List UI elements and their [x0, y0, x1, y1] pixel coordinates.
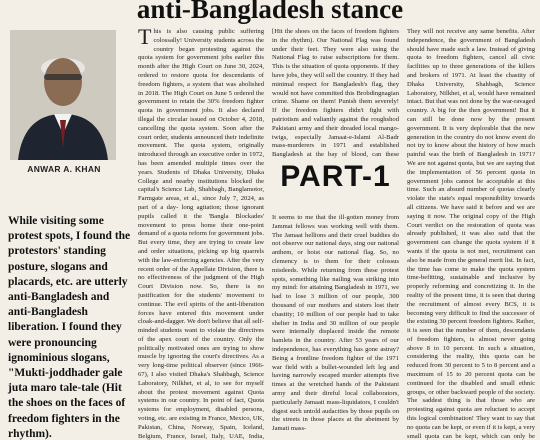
column-2-bottom-text: It seems to me that the ill-gotten money from Jammat fellows was working well with them. The Jamaat hellions and their cruel buddies do not observe our national days, sing our national anthem, or hoist our national flag. So, no clemency is to them for their colossus misdeeds. While returning from these protest spots, something like nailing was striking into my mind: for attaining Bangladesh in 1971, we had to lose 3 million of our people, 300 thousand of our mothers and sisters lost their chastity; 10 million of our people had to take shelter in India and 30 million of our people were internally displaced inside the remote hamlets in the country. After 53 years of our independence, has everything has gone astray? Being a frontline freedom fighter of the 1971 war field with a bullet-wounded left leg and having narrowly escaped murder attempts five times at the wretched hands of the Pakistani army and their direful local collaborators, particularly Jamaati mass-liquidators, I couldn't digest such untold audacities by those pupils on the streets in those places at the abetment by Jamati mass- [272, 214, 399, 433]
part-label: PART-1 [280, 160, 391, 193]
article-headline: anti-Bangladesh stance [136, 0, 404, 24]
article-column-1 [138, 28, 264, 440]
article-column-2-top [272, 28, 399, 160]
column-1-text: his is also causing public suffering colossally! University students across the country began protesting against the quota system for government jobs earlier this month after the High Court on June 30, 2024, ordered to restore quota for descendants of freedom fighters, a system that was abolished in 2018. The High Court on June 5 ordered the government to retain the 30% freedom fighter quota in government jobs. It also declared illegal the circular issued on October 4, 2018, cancelling the quota system. Soon after the court order, students announced their indefinite movement. The quota system, originally introduced through an executive order in 1972, has been amended multiple times over the years. Students of Dhaka University, Dhaka College and nearby institutions blocked the capital's Science Lab, Shahbagh, Banglamotor, Farmgate areas, et al., since July 7, 2024, as part of a day- long agitation; those ignorant pupils called it the 'Bangla Blockades' movement to press home their one-point demand of a quota reform for government jobs. But every time, they are trying to create law and order situations, picking up big quarrels with the law-enforcing agencies. After the very recent order of the Appellate Division, there is no effectiveness of the judgment of the High Court Division now. So, there is no justification for the students' movement to continue. The evil spirits of the anti-liberation forces have entered this movement under cloak-and-dagger. We don't believe that all self-minded students want to violate the directives of the apex court of the country. Only the politically motivated ones are trying to show muscle by ignoring the court's directives. As a very long-time political observer (since 1966-67), I also visited Dhaka's Shahbagh, Science Laboratory, Nilkhet, et al, to see for myself about the protest movement against Quota systems in our country. In point of fact, Quota systems for employment, disabled persons, voting, etc. are existing in France, Mexico, UK, Pakistan, China, Norway, Spain, Iceland, Belgium, France, Israel, Italy, UAE, India, [138, 28, 264, 440]
pull-quote: While visiting some protest spots, I found the protestors' standing posture, slogans and placards, etc. are utterly anti-Bangladesh and anti-Bangladesh liberation. I found they were pronouncing ignominious slogans, "Mukti-joddhader gale juta maro tale-tale (Hit the shoes on the faces of freedom fighters in the rhythm). [8, 215, 131, 440]
article-column-2-bottom [272, 214, 399, 440]
author-byline: ANWAR A. KHAN [27, 164, 101, 174]
author-photo [10, 30, 116, 160]
column-2-top-text: [Hit the shoes on the faces of freedom fighters in the rhythm). Our National Flag was found under their feet. They were also using the National Flag to raise subscriptions for them. This is the situation of quota opponents. If they have jobs, they will sell the country. If they had minimal respect for Bangladesh's flag, they would not have committed this Brobdingnagian crime. Shame on them! Punish them severely! If the freedom fighters didn't fight with patriotism and valiantly against the roughshod Pakistani army and their dreaded local mango-twigs, especially Jamaat-e-Islami Al-Badr mass-murderers in 1971 and established Bangladesh at the bay of blood, can these [272, 28, 399, 159]
drop-cap: T [138, 28, 152, 49]
author-portrait-image [10, 30, 116, 160]
column-3-text: They will not receive any same benefits. After independence, the government of Bangladesh should have made such a law. Instead of giving quota to freedom fighters, cancel all civic facilities up to three generations of the killers and brokers of 1971. At least the chastity of Dhaka University, Shahbagh, Science Laboratory, Nilkhet, et al, would have remained intact. But that was not done by the war-ravaged country. A big for the then government! But it can still be done now by the present government. It is very deplorable that the new generation in the country do not know event do not try to know about the history of how much painful was the birth of Bangladesh in 1971? We are not against quota, but we are saying that the implementation of 56 percent quota in government jobs cannot be acceptable at this time. Such an absurd number of quotas clearly violate the state's equal responsibility towards all citizens. We have said it before and we are saying it now. The original copy of the High Court verdict on the restoration of quota was already published, it was also said that the government can change the quota system if it wants if the quota is not met, recruitment can also be made from the general merit list. In fact, the time has come to make the quota system time-befitting, sustainable and inclusive by properly reforming and concretizing it. In the reality of the present time, it is seen that during the recruitment of almost every BCS, it is becoming very difficult to find the successor of the existing 30 percent freedom fighters. Rather, it is seen that the number of them, descendants of freedom fighters, is almost never going above 8 to 10 percent. In such a situation, considering the reality, this quota can be reduced from 30 percent to 5 to 8 percent and a maximum of 15 to 20 percent quota can be continued for the disabled and small ethnic groups, or other backward people of the society. The saddest thing is that those who are protesting against quota are reluctant to accept this logical combination! They want to say that no quota can be kept, or even if it is kept, a very small quota can be kept, which can only be [407, 28, 535, 440]
article-column-3 [407, 28, 535, 440]
